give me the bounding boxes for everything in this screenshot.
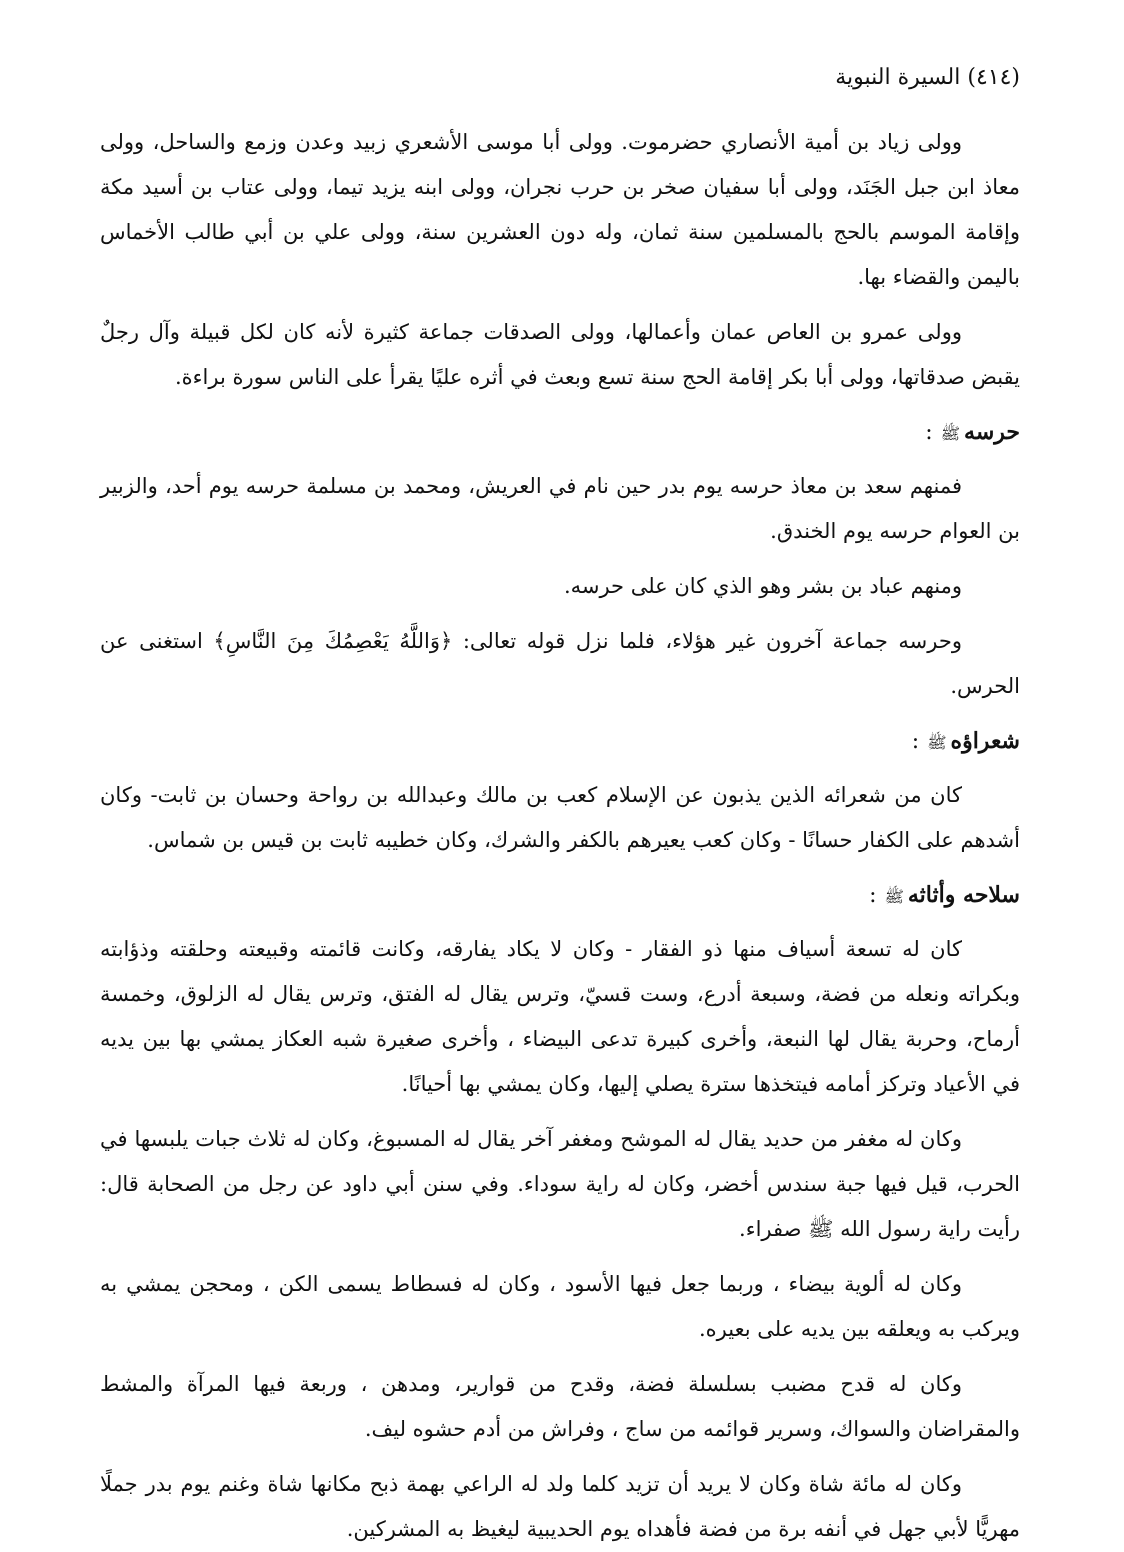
- section-title: حرسه: [964, 419, 1020, 445]
- heading-colon: :: [925, 420, 933, 445]
- heading-colon: :: [869, 883, 877, 908]
- salutation-glyph: ﷺ: [940, 424, 961, 443]
- paragraph: وكان له قدح مضبب بسلسلة فضة، وقدح من قوارير، ومدهن ، وربعة فيها المرآة والمشط والمقراضان والسواك، وسرير قوائمه من ساج ، وفراش من أدم حشوه ليف.: [100, 1372, 1020, 1441]
- salutation-glyph: ﷺ: [927, 733, 947, 752]
- paragraph: كان له تسعة أسياف منها ذو الفقار - وكان لا يكاد يفارقه، وكانت قائمته وقبيعته وحلقته وذؤابته وبكراته ونعله من فضة، وسبعة أدرع، وست قسيّ، وترس يقال له الفتق، وترس يقال له الزلوق، وخمسة أرماح، وحربة يقال لها النبعة، وأخرى كبيرة تدعى البيضاء ، وأخرى صغيرة شبه العكاز يمشي بها بين يديه في الأعياد وتركز أمامه فيتخذها سترة يصلي إليها، وكان يمشي بها أحيانًا.: [100, 937, 1020, 1096]
- paragraph: فمنهم سعد بن معاذ حرسه يوم بدر حين نام في العريش، ومحمد بن مسلمة حرسه يوم أحد، والزبير بن العوام حرسه يوم الخندق.: [100, 474, 1020, 543]
- paragraph: وحرسه جماعة آخرون غير هؤلاء، فلما نزل قوله تعالى: ﴿وَاللَّهُ يَعْصِمُكَ مِنَ النَّاسِ﴾ استغنى عن الحرس.: [100, 629, 1020, 698]
- running-head: (٤١٤) السيرة النبوية: [835, 65, 1020, 90]
- salutation-glyph: ﷺ: [884, 887, 904, 906]
- paragraph: وكان له ألوية بيضاء ، وربما جعل فيها الأسود ، وكان له فسطاط يسمى الكن ، ومحجن يمشي به ويركب به ويعلقه بين يديه على بعيره.: [100, 1272, 1020, 1341]
- section-title: شعراؤه: [950, 728, 1020, 754]
- heading-colon: :: [911, 729, 920, 754]
- paragraph: ومنهم عباد بن بشر وهو الذي كان على حرسه.: [563, 574, 962, 598]
- paragraph: كان من شعرائه الذين يذبون عن الإسلام كعب بن مالك وعبدالله بن رواحة وحسان بن ثابت- وكان أشدهم على الكفار حسانًا - وكان كعب يعيرهم بالكفر والشرك، وكان خطيبه ثابت بن قيس بن شماس.: [100, 783, 1020, 852]
- section-title: سلاحه وأثاثه: [907, 882, 1020, 908]
- section-heading-guards: [100, 410, 1020, 456]
- paragraph: وولى زياد بن أمية الأنصاري حضرموت. وولى أبا موسى الأشعري زبيد وعدن وزمع والساحل، وولى معاذ ابن جبل الجَنَد، وولى أبا سفيان صخر بن حرب نجران، وولى ابنه يزيد تيما، وولى عتاب بن أسيد مكة وإقامة الموسم بالحج بالمسلمين سنة ثمان، وله دون العشرين سنة، وولى علي بن أبي طالب الأخماس باليمن والقضاء بها.: [100, 130, 1020, 289]
- paragraph: وكان له مائة شاة وكان لا يريد أن تزيد كلما ولد له الراعي بهمة ذبح مكانها شاة وغنم يوم بدر جملًا مهريًّا لأبي جهل في أنفه برة من فضة فأهداه يوم الحديبية ليغيظ به المشركين.: [100, 1472, 1020, 1541]
- paragraph: وولى عمرو بن العاص عمان وأعمالها، وولى الصدقات جماعة كثيرة لأنه كان لكل قبيلة وآل رجلٌ يقبض صدقاتها، وولى أبا بكر إقامة الحج سنة تسع وبعث في أثره عليًا يقرأ على الناس سورة براءة.: [100, 320, 1020, 389]
- book-page: [100, 60, 1020, 1541]
- paragraph: وكان له مغفر من حديد يقال له الموشح ومغفر آخر يقال له المسبوغ، وكان له ثلاث جبات يلبسها في الحرب، قيل فيها جبة سندس أخضر، وكان له راية سوداء. وفي سنن أبي داود عن رجل من الصحابة قال: رأيت راية رسول الله ﷺ صفراء.: [100, 1127, 1020, 1241]
- section-heading-weapons: [100, 873, 1020, 919]
- section-heading-poets: [100, 719, 1020, 765]
